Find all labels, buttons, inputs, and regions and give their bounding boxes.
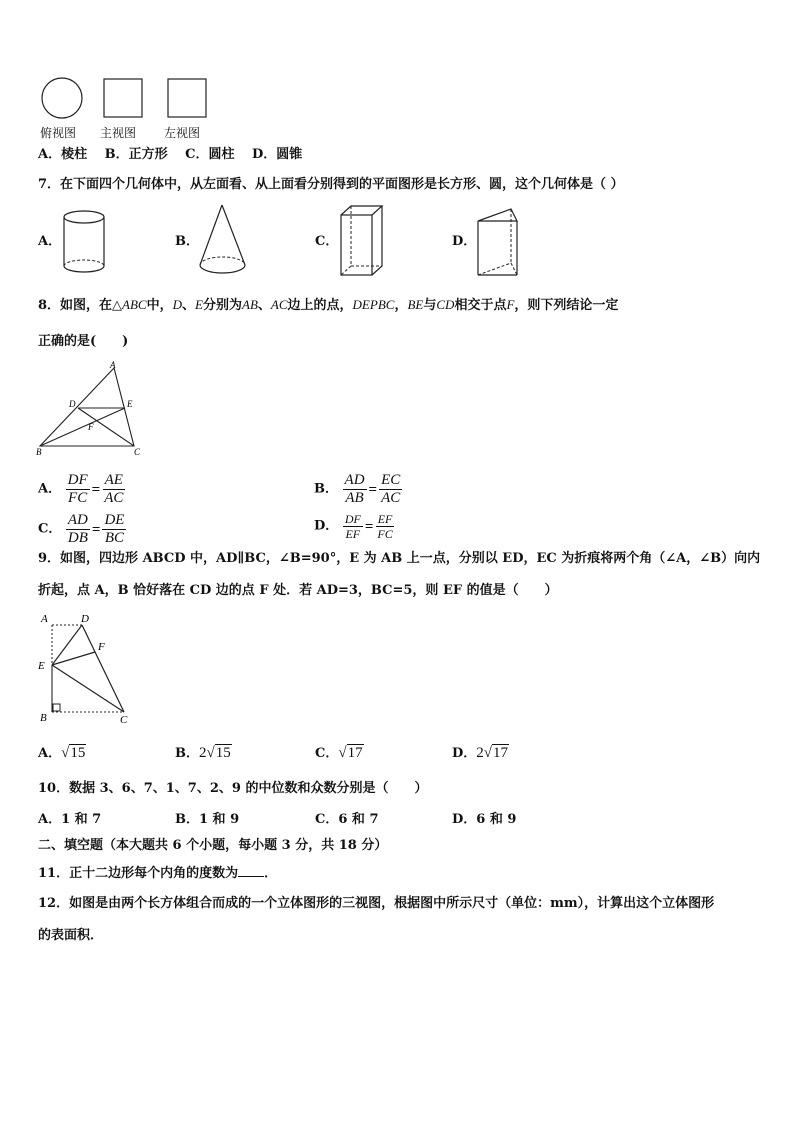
- frac: $\frac{EF}{FC}$: [377, 512, 393, 541]
- left-view-caption: 左视图: [164, 126, 201, 140]
- q10-option-d: D．6 和 9: [452, 812, 517, 827]
- q10-text: 10．数据 3、6、7、1、7、2、9 的中位数和众数分别是（ ）: [38, 781, 428, 796]
- frac: $\frac{DF}{FC}$: [67, 472, 88, 506]
- frac: $\frac{AD}{DB}$: [67, 512, 88, 546]
- cone-figure: [197, 203, 252, 279]
- fig9-label-d: D: [81, 613, 89, 625]
- frac: $\frac{AE}{AC}$: [104, 472, 124, 506]
- answer-blank: [238, 864, 264, 877]
- q7-label-b: B．: [175, 234, 199, 249]
- q12-text-line1: 12．如图是由两个长方体组合而成的一个立体图形的三视图，根据图中所示尺寸（单位：mm），计算出这个立体图形: [38, 896, 715, 911]
- fig8-label-c: C: [134, 447, 141, 456]
- q9-trapezoid-figure: [34, 608, 134, 728]
- q7-text: 7．在下面四个几何体中，从左面看、从上面看分别得到的平面图形是长方形、圆，这个几何体是（ ）: [38, 177, 624, 192]
- q12-text-line2: 的表面积．: [38, 928, 104, 943]
- front-view-square: [104, 79, 142, 117]
- frac: $\frac{EC}{AC}$: [381, 472, 401, 506]
- fig9-label-f: F: [98, 641, 105, 653]
- top-view-caption: 俯视图: [40, 126, 77, 140]
- triangular-prism-figure: [475, 205, 525, 279]
- frac: $\frac{AD}{AB}$: [344, 472, 365, 506]
- rectangular-prism-figure: [338, 203, 386, 279]
- q8-option-c: C． $\frac{AD}{DB}$ = $\frac{DE}{BC}$: [38, 512, 125, 546]
- q8-text-line2: 正确的是( ): [38, 334, 129, 349]
- q9-option-d: D．2√17: [452, 745, 509, 761]
- fig8-label-a: A: [110, 360, 116, 370]
- q9-option-a: A．√15: [38, 745, 86, 761]
- fig8-label-f: F: [88, 422, 94, 432]
- fig8-label-b: B: [36, 447, 42, 456]
- q10-option-a: A．1 和 7: [38, 812, 102, 827]
- q8-triangle-figure: [34, 360, 144, 456]
- fig9-label-c: C: [120, 714, 128, 726]
- q6-views-figure: [38, 76, 213, 120]
- q8-text: 8．如图，在△ABC中，D、E分别为AB、AC边上的点，DEPBC，BE与CD相交于点F，则下列结论一定: [38, 297, 619, 313]
- q9-option-b: B．2√15: [175, 745, 231, 761]
- q10-option-b: B．1 和 9: [175, 812, 240, 827]
- q8-option-d: D． $\frac{DF}{EF}$ = $\frac{EF}{FC}$: [314, 512, 393, 541]
- fig8-label-e: E: [127, 399, 133, 409]
- q8-option-a: A． $\frac{DF}{FC}$ = $\frac{AE}{AC}$: [38, 472, 124, 506]
- q7-label-a: A．: [38, 234, 62, 249]
- q11-text: 11．正十二边形每个内角的度数为 ．: [38, 866, 278, 881]
- front-view-caption: 主视图: [100, 126, 137, 140]
- q9-text-line2: 折起，点 A，B 恰好落在 CD 边的点 F 处．若 AD=3，BC=5，则 EF 的值是（ ）: [38, 583, 558, 598]
- top-view-circle: [42, 78, 82, 118]
- frac: $\frac{DE}{BC}$: [104, 512, 125, 546]
- q9-option-c: C．√17: [315, 745, 363, 761]
- frac: $\frac{DF}{EF}$: [344, 512, 361, 541]
- section-heading: 二、填空题（本大题共 6 个小题，每小题 3 分，共 18 分）: [38, 838, 388, 853]
- q7-label-c: C．: [315, 234, 339, 249]
- fig9-label-b: B: [40, 712, 47, 724]
- q10-option-c: C．6 和 7: [315, 812, 379, 827]
- left-view-square: [168, 79, 206, 117]
- q9-text-line1: 9．如图，四边形 ABCD 中，AD∥BC，∠B=90°，E 为 AB 上一点，分别以 ED，EC 为折痕将两个角（∠A，∠B）向内: [38, 551, 761, 566]
- q6-options: A．棱柱 B．正方形 C．圆柱 D．圆锥: [38, 147, 303, 162]
- cylinder-figure: [60, 207, 110, 277]
- fig9-label-e: E: [38, 660, 45, 672]
- fig8-label-d: D: [69, 399, 76, 409]
- q7-label-d: D．: [452, 234, 477, 249]
- fig9-label-a: A: [41, 613, 48, 625]
- q8-option-b: B． $\frac{AD}{AB}$ = $\frac{EC}{AC}$: [314, 472, 401, 506]
